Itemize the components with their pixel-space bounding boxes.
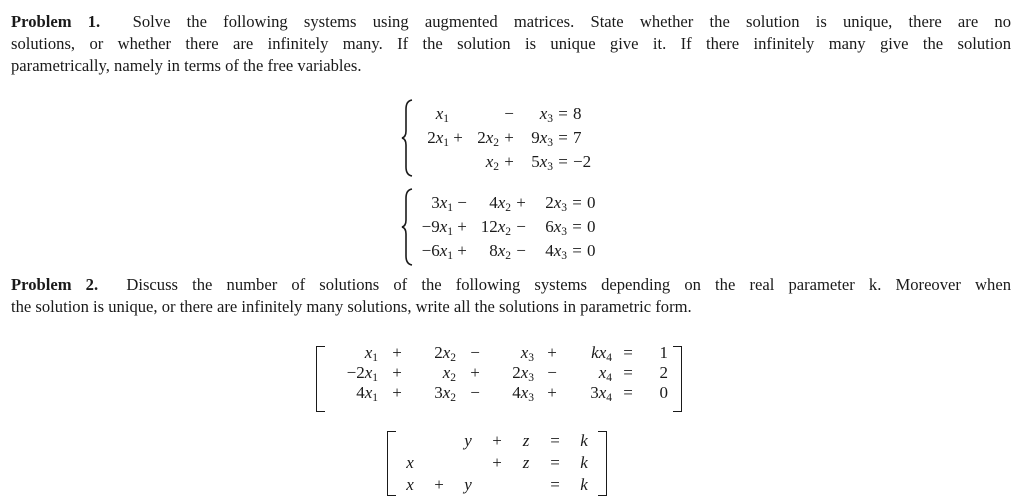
left-bracket-icon	[316, 346, 325, 412]
right-bracket-icon	[598, 431, 607, 496]
rhs: 0	[587, 193, 596, 212]
equals: =	[572, 217, 582, 236]
problem-1-system-a	[401, 99, 611, 177]
term	[467, 102, 499, 126]
operator: +	[504, 128, 514, 147]
operator: −	[457, 193, 467, 212]
equation-grid	[415, 102, 599, 174]
operator: −	[516, 217, 526, 236]
term: $4x_3$	[545, 241, 567, 262]
term: $-9x_1$	[421, 217, 453, 238]
operator: −	[504, 104, 514, 123]
term	[513, 474, 539, 496]
problem-2-line-2: the solution is unique, or there are infinitely many solutions, write all the solutions in parametric form.	[11, 297, 692, 316]
term: $8x_2$	[489, 241, 511, 262]
operator	[481, 474, 513, 496]
problem-1-statement	[11, 11, 1011, 77]
term: $4x_2$	[489, 193, 511, 214]
rhs: 2	[659, 363, 668, 382]
operator: +	[504, 152, 514, 171]
operator	[449, 102, 467, 126]
term: $3x_1$	[431, 193, 453, 214]
rhs: k	[580, 431, 588, 450]
rhs: k	[580, 475, 588, 494]
operator: −	[470, 383, 480, 402]
term: $2x_1$	[427, 128, 449, 149]
equals: =	[550, 453, 560, 472]
term: z	[522, 453, 530, 472]
term: z	[522, 431, 530, 450]
operator: +	[392, 363, 402, 382]
term: $x_3$	[539, 104, 553, 125]
equation-grid	[328, 343, 668, 403]
term: $x_1$	[435, 104, 449, 125]
term: x	[406, 475, 414, 494]
term: $4x_3$	[512, 383, 534, 404]
problem-1-system-b	[401, 188, 611, 266]
equals: =	[550, 475, 560, 494]
operator: −	[516, 241, 526, 260]
rhs: −2	[573, 152, 592, 171]
operator: +	[392, 383, 402, 402]
problem-1-label: Problem 1.	[11, 12, 101, 31]
term	[455, 452, 481, 474]
term: y	[464, 431, 472, 450]
problem-1-line-1: Problem 1. Solve the following systems using augmented matrices. State whether the solution is unique, there are no	[11, 12, 1012, 31]
operator: +	[492, 431, 502, 450]
equation-grid	[397, 430, 597, 496]
problem-2-label: Problem 2.	[11, 275, 99, 294]
operator: +	[547, 343, 557, 362]
operator	[449, 150, 467, 174]
operator: +	[470, 363, 480, 382]
term: $5x_3$	[531, 152, 553, 173]
term: $x_2$	[442, 363, 456, 384]
term: $12x_2$	[480, 217, 511, 238]
term: $2x_2$	[477, 128, 499, 149]
equation-grid	[413, 191, 607, 263]
term: y	[464, 475, 472, 494]
term	[397, 430, 423, 452]
problem-1-line-2: solutions, or whether there are infinitely many. If the solution is unique give it. If there infinitely many give the solution	[11, 34, 1011, 53]
problem-2-system-a	[316, 343, 682, 412]
term: $6x_3$	[545, 217, 567, 238]
term: $2x_3$	[545, 193, 567, 214]
operator: +	[547, 383, 557, 402]
operator: +	[392, 343, 402, 362]
operator: +	[453, 128, 463, 147]
equals: =	[623, 343, 633, 362]
term: $4x_1$	[356, 383, 378, 404]
term: $-6x_1$	[421, 241, 453, 262]
term: $2x_3$	[512, 363, 534, 384]
term: x	[406, 453, 414, 472]
term: $x_4$	[598, 363, 612, 384]
term: $2x_2$	[434, 343, 456, 364]
problem-2-system-b	[387, 431, 607, 496]
rhs: 8	[573, 104, 582, 123]
term	[415, 150, 449, 174]
rhs: 0	[587, 241, 596, 260]
rhs: 0	[587, 217, 596, 236]
problem-1-line-3: parametrically, namely in terms of the free variables.	[11, 56, 362, 75]
equals: =	[558, 104, 568, 123]
term: $kx_4$	[591, 343, 612, 364]
term: $-2x_1$	[346, 363, 378, 384]
term: $3x_4$	[590, 383, 612, 404]
operator: +	[457, 241, 467, 260]
equals: =	[558, 152, 568, 171]
left-brace-icon	[401, 99, 413, 177]
operator: −	[470, 343, 480, 362]
left-bracket-icon	[387, 431, 396, 496]
equals: =	[572, 193, 582, 212]
operator: −	[547, 363, 557, 382]
operator	[423, 452, 455, 474]
rhs: k	[580, 453, 588, 472]
equals: =	[623, 383, 633, 402]
problem-2-statement	[11, 274, 1011, 318]
rhs: 0	[659, 383, 668, 402]
term: $x_3$	[520, 343, 534, 364]
operator	[423, 430, 455, 452]
right-bracket-icon	[673, 346, 682, 412]
equals: =	[550, 431, 560, 450]
term: $x_1$	[364, 343, 378, 364]
equals: =	[623, 363, 633, 382]
operator: +	[434, 475, 444, 494]
left-brace-icon	[401, 188, 413, 266]
rhs: 7	[573, 128, 582, 147]
equals: =	[572, 241, 582, 260]
term: $9x_3$	[531, 128, 553, 149]
term: $x_2$	[485, 152, 499, 173]
operator: +	[457, 217, 467, 236]
operator: +	[492, 453, 502, 472]
problem-2-line-1: Problem 2. Discuss the number of solutions of the following systems depending on the real parameter k. Moreover when	[11, 275, 1011, 294]
rhs: 1	[659, 343, 668, 362]
equals: =	[558, 128, 568, 147]
operator: +	[516, 193, 526, 212]
term: $3x_2$	[434, 383, 456, 404]
